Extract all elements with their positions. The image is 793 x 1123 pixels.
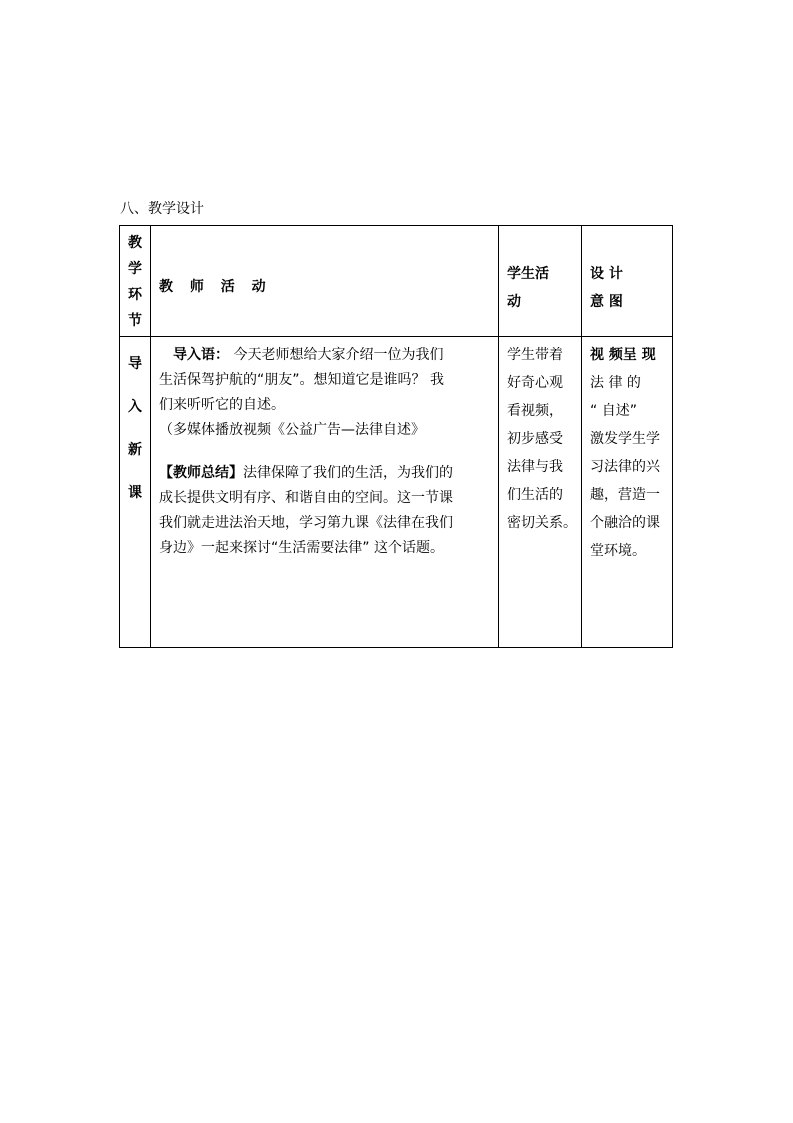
design-intent-cell [582,337,673,648]
student-line: 看视频， [507,403,563,419]
summary-text: 我们就走进法治天地，学习第九课《法律在我们 [159,515,453,531]
summary-paragraph-line [159,461,492,486]
header-student-line: 动 [507,294,521,310]
header-stage-char: 学 [128,261,142,277]
stage-cell [120,337,151,648]
header-stage-char: 教 [128,235,142,251]
intro-label: 导入语： [173,347,229,363]
intent-line: 个融洽的课 [590,515,660,531]
teacher-activity-cell [151,337,499,648]
header-intent-line: 设 计 [590,266,623,282]
intent-line: 激发学生学 [590,431,660,447]
summary-text: 法律保障了我们的生活，为我们的 [243,465,453,481]
stage-char: 入 [128,399,142,415]
student-line: 好奇心观 [507,375,563,391]
intro-text: 生活保驾护航的“朋友”。想知道它是谁吗？ 我 [159,372,444,388]
student-line: 法律与我 [507,459,563,475]
section-heading: 八、教学设计 [120,201,204,217]
intro-text: 今天老师想给大家介绍一位为我们 [229,347,444,363]
header-student-line: 学生活 [507,266,549,282]
student-line: 初步感受 [507,431,563,447]
header-student-activity [499,226,582,337]
header-stage-char: 节 [128,313,142,329]
intent-line: 法 律 的 [590,375,641,391]
intro-text: 们来听听它的自述。 [159,397,285,413]
table-header-row [120,226,673,337]
stage-char: 课 [128,485,142,501]
student-line: 学生带着 [507,347,563,363]
teaching-design-table [119,225,673,648]
header-design-intent [582,226,673,337]
intent-line: 趣，营造一 [590,487,660,503]
intent-line: 堂环境。 [590,543,646,559]
intent-line: “ 自述” [590,403,637,419]
summary-text: 身边》一起来探讨“生活需要法律” 这个话题。 [159,540,444,556]
header-stage-cell [120,226,151,337]
student-activity-cell [499,337,582,648]
intro-paragraph-line [159,343,492,368]
header-intent-line: 意 图 [590,294,623,310]
summary-text: 成长提供文明有序、和谐自由的空间。这一节课 [159,490,453,506]
student-line: 密切关系。 [507,515,577,531]
table-row [120,337,673,648]
video-note: （多媒体播放视频《公益广告—法律自述》 [159,422,425,438]
header-teacher-activity: 教 师 活 动 [151,226,499,337]
student-line: 们生活的 [507,487,563,503]
stage-char: 导 [128,356,142,372]
intent-line: 视 频呈 现 [590,347,656,363]
summary-label: 【教师总结】 [159,465,243,481]
intent-line: 习法律的兴 [590,459,660,475]
stage-char: 新 [128,442,142,458]
header-stage-char: 环 [128,287,142,303]
